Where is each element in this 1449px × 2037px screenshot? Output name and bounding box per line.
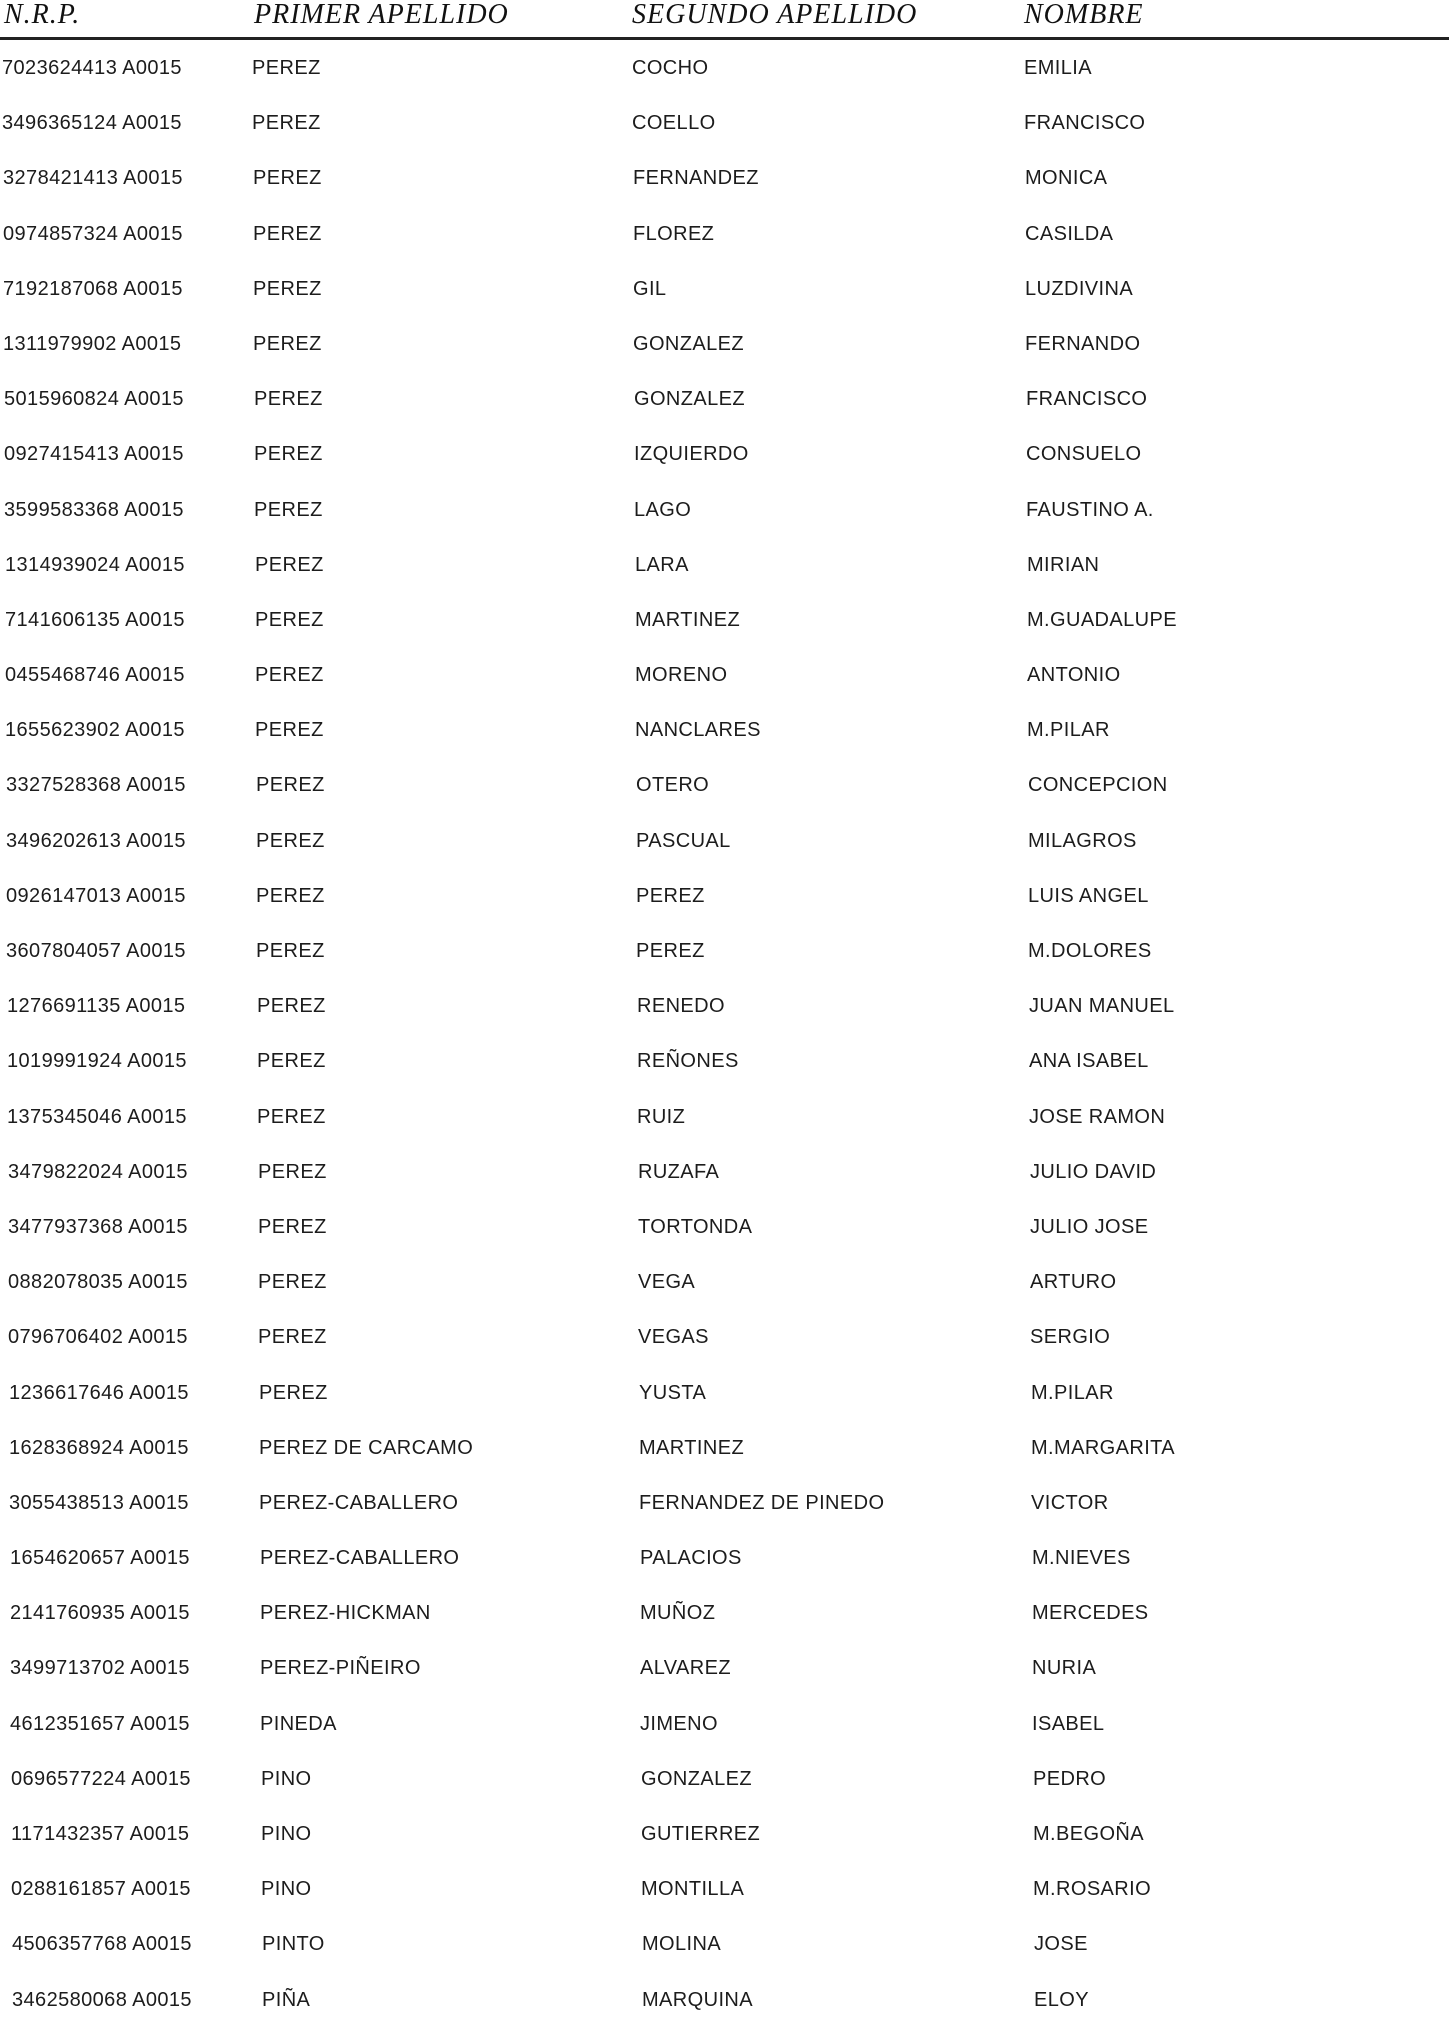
cell-segundo-apellido: REÑONES xyxy=(637,1050,739,1073)
cell-nrp: 3479822024 A0015 xyxy=(8,1160,188,1183)
cell-nombre: M.DOLORES xyxy=(1028,940,1152,962)
table-row xyxy=(0,1319,1449,1374)
cell-primer-apellido: PEREZ DE CARCAMO xyxy=(259,1436,474,1459)
cell-primer-apellido: PIÑA xyxy=(262,1988,311,2011)
cell-nombre: PEDRO xyxy=(1033,1767,1107,1790)
table-row xyxy=(0,1871,1449,1926)
table-row xyxy=(0,1761,1449,1816)
cell-nrp: 0796706402 A0015 xyxy=(8,1326,188,1349)
cell-nrp: 0696577224 A0015 xyxy=(11,1767,191,1790)
cell-nrp: 0288161857 A0015 xyxy=(11,1878,191,1901)
cell-primer-apellido: PEREZ xyxy=(253,167,322,190)
cell-nrp: 0882078035 A0015 xyxy=(8,1271,188,1294)
cell-nombre: MILAGROS xyxy=(1028,829,1137,852)
table-row xyxy=(0,1595,1449,1650)
cell-nombre: JOSE xyxy=(1034,1933,1088,1956)
cell-primer-apellido: PEREZ xyxy=(253,277,322,300)
cell-primer-apellido: PEREZ xyxy=(258,1271,327,1294)
cell-nombre: FERNANDO xyxy=(1025,332,1141,355)
cell-segundo-apellido: MORENO xyxy=(635,664,728,687)
cell-primer-apellido: PEREZ xyxy=(252,112,321,135)
table-row xyxy=(0,1375,1449,1430)
cell-nrp: 7141606135 A0015 xyxy=(5,608,185,631)
cell-nombre: FRANCISCO xyxy=(1024,112,1146,135)
cell-nombre: CASILDA xyxy=(1025,222,1114,245)
cell-nombre: ANA ISABEL xyxy=(1029,1050,1149,1073)
cell-segundo-apellido: FERNANDEZ xyxy=(633,167,759,190)
cell-nombre: M.NIEVES xyxy=(1032,1547,1131,1570)
cell-segundo-apellido: MONTILLA xyxy=(641,1878,745,1901)
cell-nrp: 2141760935 A0015 xyxy=(10,1602,190,1625)
cell-primer-apellido: PEREZ xyxy=(252,57,321,79)
cell-segundo-apellido: JIMENO xyxy=(640,1712,718,1735)
cell-segundo-apellido: ALVAREZ xyxy=(640,1657,731,1680)
cell-segundo-apellido: IZQUIERDO xyxy=(634,443,749,466)
cell-nombre: JULIO JOSE xyxy=(1030,1215,1149,1238)
cell-primer-apellido: PEREZ xyxy=(254,388,323,411)
cell-segundo-apellido: FLOREZ xyxy=(633,222,715,245)
table-row xyxy=(0,436,1449,491)
cell-primer-apellido: PEREZ xyxy=(256,884,325,907)
table-row xyxy=(0,1043,1449,1098)
cell-primer-apellido: PEREZ xyxy=(255,664,324,687)
table-row xyxy=(0,1154,1449,1209)
cell-nombre: CONCEPCION xyxy=(1028,774,1168,797)
cell-nombre: ISABEL xyxy=(1032,1712,1105,1735)
cell-primer-apellido: PEREZ xyxy=(253,222,322,245)
cell-nombre: MONICA xyxy=(1025,167,1108,190)
table-row xyxy=(0,381,1449,436)
cell-segundo-apellido: FERNANDEZ DE PINEDO xyxy=(639,1491,885,1514)
cell-nrp: 3496365124 A0015 xyxy=(2,112,182,135)
header-divider xyxy=(0,37,1449,40)
table-row xyxy=(0,160,1449,215)
cell-nombre: M.MARGARITA xyxy=(1031,1436,1176,1459)
cell-primer-apellido: PEREZ xyxy=(258,1326,327,1349)
cell-segundo-apellido: RUZAFA xyxy=(638,1160,720,1183)
table-header xyxy=(0,0,1449,42)
cell-primer-apellido: PINO xyxy=(261,1767,312,1790)
cell-segundo-apellido: TORTONDA xyxy=(638,1215,753,1238)
cell-nombre: FAUSTINO A. xyxy=(1026,498,1154,521)
cell-primer-apellido: PEREZ xyxy=(254,443,323,466)
cell-nrp: 0974857324 A0015 xyxy=(3,222,183,245)
cell-nrp: 1236617646 A0015 xyxy=(9,1381,189,1404)
cell-primer-apellido: PEREZ xyxy=(258,1160,327,1183)
table-row xyxy=(0,1650,1449,1705)
cell-segundo-apellido: MARTINEZ xyxy=(635,608,741,631)
cell-primer-apellido: PEREZ xyxy=(255,553,324,576)
cell-nombre: JOSE RAMON xyxy=(1029,1105,1166,1128)
table-row xyxy=(0,878,1449,933)
table-row xyxy=(0,657,1449,712)
cell-primer-apellido: PEREZ-CABALLERO xyxy=(260,1547,460,1570)
cell-nombre: M.ROSARIO xyxy=(1033,1878,1152,1901)
table-row xyxy=(0,1430,1449,1485)
cell-primer-apellido: PEREZ xyxy=(257,1105,326,1128)
cell-nombre: EMILIA xyxy=(1024,57,1092,79)
cell-primer-apellido: PEREZ xyxy=(254,498,323,521)
table-row xyxy=(0,216,1449,271)
cell-primer-apellido: PEREZ xyxy=(256,774,325,797)
cell-nrp: 1276691135 A0015 xyxy=(7,995,186,1018)
cell-segundo-apellido: GONZALEZ xyxy=(633,332,744,355)
cell-nombre: CONSUELO xyxy=(1026,443,1142,466)
cell-segundo-apellido: MARQUINA xyxy=(642,1988,753,2011)
cell-segundo-apellido: PALACIOS xyxy=(640,1547,742,1570)
cell-nrp: 1311979902 A0015 xyxy=(3,332,182,355)
cell-primer-apellido: PEREZ xyxy=(256,829,325,852)
cell-nombre: M.GUADALUPE xyxy=(1027,608,1177,631)
header-nombre: NOMBRE xyxy=(1024,0,1144,30)
cell-nrp: 1654620657 A0015 xyxy=(10,1547,190,1570)
cell-segundo-apellido: PEREZ xyxy=(636,940,705,962)
cell-nombre: NURIA xyxy=(1032,1657,1097,1680)
cell-primer-apellido: PEREZ-CABALLERO xyxy=(259,1491,459,1514)
cell-segundo-apellido: GUTIERREZ xyxy=(641,1823,761,1845)
cell-nombre: MIRIAN xyxy=(1027,553,1100,576)
cell-nrp: 3599583368 A0015 xyxy=(4,498,184,521)
cell-nrp: 1655623902 A0015 xyxy=(5,719,185,742)
table-row xyxy=(0,326,1449,381)
cell-nrp: 0455468746 A0015 xyxy=(5,664,185,687)
cell-primer-apellido: PINEDA xyxy=(260,1712,337,1735)
cell-nombre: LUZDIVINA xyxy=(1025,277,1134,300)
cell-nombre: VICTOR xyxy=(1031,1491,1109,1514)
cell-segundo-apellido: VEGAS xyxy=(638,1326,709,1349)
cell-nrp: 4612351657 A0015 xyxy=(10,1712,190,1735)
cell-nrp: 7023624413 A0015 xyxy=(2,57,182,79)
cell-nrp: 0927415413 A0015 xyxy=(4,443,184,466)
cell-nrp: 3496202613 A0015 xyxy=(6,829,186,852)
table-row xyxy=(0,50,1449,105)
cell-nrp: 1375345046 A0015 xyxy=(7,1105,187,1128)
cell-segundo-apellido: LARA xyxy=(635,553,689,576)
header-primer-apellido: PRIMER APELLIDO xyxy=(254,0,509,30)
cell-primer-apellido: PEREZ xyxy=(255,608,324,631)
cell-primer-apellido: PEREZ xyxy=(257,1050,326,1073)
cell-segundo-apellido: GONZALEZ xyxy=(634,388,745,411)
header-nrp: N.R.P. xyxy=(4,0,81,30)
header-segundo-apellido: SEGUNDO APELLIDO xyxy=(632,0,918,30)
cell-nrp: 0926147013 A0015 xyxy=(6,884,186,907)
cell-segundo-apellido: COCHO xyxy=(632,57,709,79)
cell-segundo-apellido: GONZALEZ xyxy=(641,1767,752,1790)
cell-nrp: 3499713702 A0015 xyxy=(10,1657,190,1680)
table-row xyxy=(0,933,1449,988)
cell-nrp: 3462580068 A0015 xyxy=(12,1988,192,2011)
cell-primer-apellido: PEREZ xyxy=(253,332,322,355)
table-row xyxy=(0,1706,1449,1761)
cell-nombre: FRANCISCO xyxy=(1026,388,1148,411)
cell-segundo-apellido: NANCLARES xyxy=(635,719,761,742)
cell-nombre: LUIS ANGEL xyxy=(1028,884,1149,907)
cell-nombre: ARTURO xyxy=(1030,1271,1117,1294)
cell-segundo-apellido: RUIZ xyxy=(637,1105,686,1128)
cell-nrp: 1628368924 A0015 xyxy=(9,1436,189,1459)
cell-primer-apellido: PEREZ xyxy=(259,1381,328,1404)
cell-segundo-apellido: YUSTA xyxy=(639,1381,707,1404)
table-row xyxy=(0,1485,1449,1540)
cell-nrp: 1171432357 A0015 xyxy=(11,1823,190,1845)
table-row xyxy=(0,1926,1449,1981)
table-row xyxy=(0,1816,1449,1871)
cell-nrp: 1314939024 A0015 xyxy=(5,553,185,576)
cell-nombre: SERGIO xyxy=(1030,1326,1111,1349)
table-row xyxy=(0,602,1449,657)
cell-segundo-apellido: GIL xyxy=(633,277,667,300)
table-body xyxy=(0,50,1449,2037)
cell-primer-apellido: PEREZ xyxy=(256,940,325,962)
cell-segundo-apellido: VEGA xyxy=(638,1271,696,1294)
cell-nombre: M.BEGOÑA xyxy=(1033,1823,1144,1845)
table-row xyxy=(0,1209,1449,1264)
table-row xyxy=(0,1099,1449,1154)
cell-segundo-apellido: PASCUAL xyxy=(636,829,731,852)
cell-nombre: ELOY xyxy=(1034,1988,1089,2011)
table-row xyxy=(0,712,1449,767)
table-row xyxy=(0,105,1449,160)
cell-segundo-apellido: MOLINA xyxy=(642,1933,722,1956)
cell-nrp: 3607804057 A0015 xyxy=(6,940,186,962)
table-row xyxy=(0,823,1449,878)
cell-primer-apellido: PEREZ-PIÑEIRO xyxy=(260,1657,421,1680)
table-row xyxy=(0,547,1449,602)
cell-primer-apellido: PEREZ-HICKMAN xyxy=(260,1602,431,1625)
cell-primer-apellido: PINO xyxy=(261,1878,312,1901)
cell-primer-apellido: PEREZ xyxy=(255,719,324,742)
cell-nombre: JULIO DAVID xyxy=(1030,1160,1157,1183)
cell-nombre: ANTONIO xyxy=(1027,664,1121,687)
cell-segundo-apellido: MUÑOZ xyxy=(640,1602,716,1625)
cell-nombre: M.PILAR xyxy=(1031,1381,1114,1404)
cell-nrp: 7192187068 A0015 xyxy=(3,277,183,300)
cell-segundo-apellido: PEREZ xyxy=(636,884,705,907)
table-row xyxy=(0,492,1449,547)
cell-segundo-apellido: MARTINEZ xyxy=(639,1436,745,1459)
table-row xyxy=(0,271,1449,326)
cell-nrp: 5015960824 A0015 xyxy=(4,388,184,411)
cell-primer-apellido: PINO xyxy=(261,1823,312,1845)
cell-primer-apellido: PINTO xyxy=(262,1933,325,1956)
cell-nrp: 3278421413 A0015 xyxy=(3,167,183,190)
table-row xyxy=(0,767,1449,822)
cell-nrp: 3477937368 A0015 xyxy=(8,1215,188,1238)
table-row xyxy=(0,1264,1449,1319)
cell-primer-apellido: PEREZ xyxy=(258,1215,327,1238)
cell-nrp: 4506357768 A0015 xyxy=(12,1933,192,1956)
cell-nombre: MERCEDES xyxy=(1032,1602,1149,1625)
table-row xyxy=(0,988,1449,1043)
table-row xyxy=(0,1540,1449,1595)
cell-segundo-apellido: COELLO xyxy=(632,112,716,135)
cell-nrp: 3327528368 A0015 xyxy=(6,774,186,797)
cell-nombre: M.PILAR xyxy=(1027,719,1110,742)
cell-primer-apellido: PEREZ xyxy=(257,995,326,1018)
cell-segundo-apellido: OTERO xyxy=(636,774,710,797)
cell-nrp: 3055438513 A0015 xyxy=(9,1491,189,1514)
cell-segundo-apellido: RENEDO xyxy=(637,995,725,1018)
cell-nombre: JUAN MANUEL xyxy=(1029,995,1175,1018)
cell-segundo-apellido: LAGO xyxy=(634,498,692,521)
table-row xyxy=(0,1982,1449,2037)
cell-nrp: 1019991924 A0015 xyxy=(7,1050,187,1073)
